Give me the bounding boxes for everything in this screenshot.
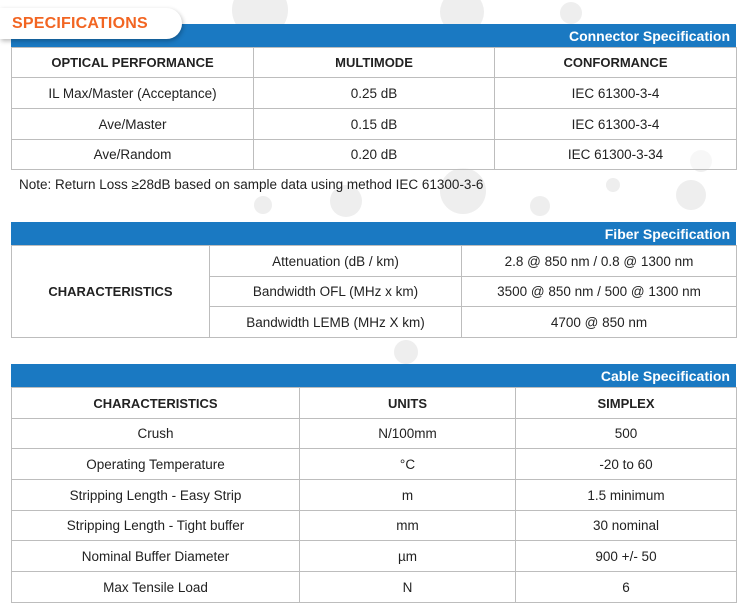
table-cell: m: [300, 480, 516, 511]
table-cell: 0.20 dB: [254, 140, 495, 170]
background-dot: [394, 340, 418, 364]
background-dot: [676, 180, 706, 210]
header-cell: CONFORMANCE: [495, 48, 737, 78]
background-dot: [530, 196, 550, 216]
table-cell: mm: [300, 511, 516, 541]
table-cell: 1.5 minimum: [516, 480, 737, 511]
table-cell: °C: [300, 449, 516, 480]
table-cell: Ave/Random: [12, 140, 254, 170]
table-row: [12, 480, 737, 511]
table-cell: Crush: [12, 419, 300, 449]
table-cell: 3500 @ 850 nm / 500 @ 1300 nm: [462, 277, 737, 307]
table-cell: Stripping Length - Tight buffer: [12, 511, 300, 541]
table-row: [12, 541, 737, 572]
table-cell: Ave/Master: [12, 109, 254, 140]
table-header-row: [12, 48, 737, 78]
table-cell: 500: [516, 419, 737, 449]
table-cell: 2.8 @ 850 nm / 0.8 @ 1300 nm: [462, 246, 737, 277]
table-cell: Attenuation (dB / km): [210, 246, 462, 277]
background-dot: [254, 196, 272, 214]
table-cell: N/100mm: [300, 419, 516, 449]
specifications-title: SPECIFICATIONS: [12, 15, 148, 32]
table-cell: IEC 61300-3-34: [495, 140, 737, 170]
cable-spec-bar: [11, 364, 736, 387]
table-cell: 4700 @ 850 nm: [462, 307, 737, 338]
background-dot: [560, 2, 582, 24]
header-cell: UNITS: [300, 388, 516, 419]
header-cell: SIMPLEX: [516, 388, 737, 419]
table-row: [12, 140, 737, 170]
table-row: [12, 78, 737, 109]
table-cell: Stripping Length - Easy Strip: [12, 480, 300, 511]
header-cell: CHARACTERISTICS: [12, 388, 300, 419]
table-header-row: [12, 388, 737, 419]
table-cell: Max Tensile Load: [12, 572, 300, 603]
header-cell: MULTIMODE: [254, 48, 495, 78]
table-cell: Bandwidth OFL (MHz x km): [210, 277, 462, 307]
table-row: [12, 419, 737, 449]
characteristics-group-label: CHARACTERISTICS: [12, 246, 210, 338]
table-cell: µm: [300, 541, 516, 572]
connector-spec-table: [11, 47, 737, 170]
header-cell: OPTICAL PERFORMANCE: [12, 48, 254, 78]
table-cell: -20 to 60: [516, 449, 737, 480]
table-row: [12, 511, 737, 541]
table-cell: 0.25 dB: [254, 78, 495, 109]
table-cell: Operating Temperature: [12, 449, 300, 480]
table-cell: 900 +/- 50: [516, 541, 737, 572]
table-row: [12, 109, 737, 140]
return-loss-note: Note: Return Loss ≥28dB based on sample data using method IEC 61300-3-6: [19, 177, 484, 192]
table-row: [12, 449, 737, 480]
fiber-spec-bar: [11, 222, 736, 245]
fiber-spec-title: Fiber Specification: [604, 226, 730, 242]
specifications-tab: [0, 8, 182, 39]
table-cell: IL Max/Master (Acceptance): [12, 78, 254, 109]
connector-spec-title: Connector Specification: [568, 28, 730, 44]
cable-spec-table: [11, 387, 737, 603]
table-cell: Nominal Buffer Diameter: [12, 541, 300, 572]
table-cell: N: [300, 572, 516, 603]
background-dot: [606, 178, 620, 192]
table-cell: Bandwidth LEMB (MHz X km): [210, 307, 462, 338]
table-cell: IEC 61300-3-4: [495, 109, 737, 140]
cable-spec-title: Cable Specification: [600, 368, 730, 384]
table-cell: IEC 61300-3-4: [495, 78, 737, 109]
table-row: [12, 572, 737, 603]
fiber-spec-table: [11, 245, 737, 338]
table-row: [12, 246, 737, 277]
table-cell: 6: [516, 572, 737, 603]
table-cell: 30 nominal: [516, 511, 737, 541]
table-cell: 0.15 dB: [254, 109, 495, 140]
